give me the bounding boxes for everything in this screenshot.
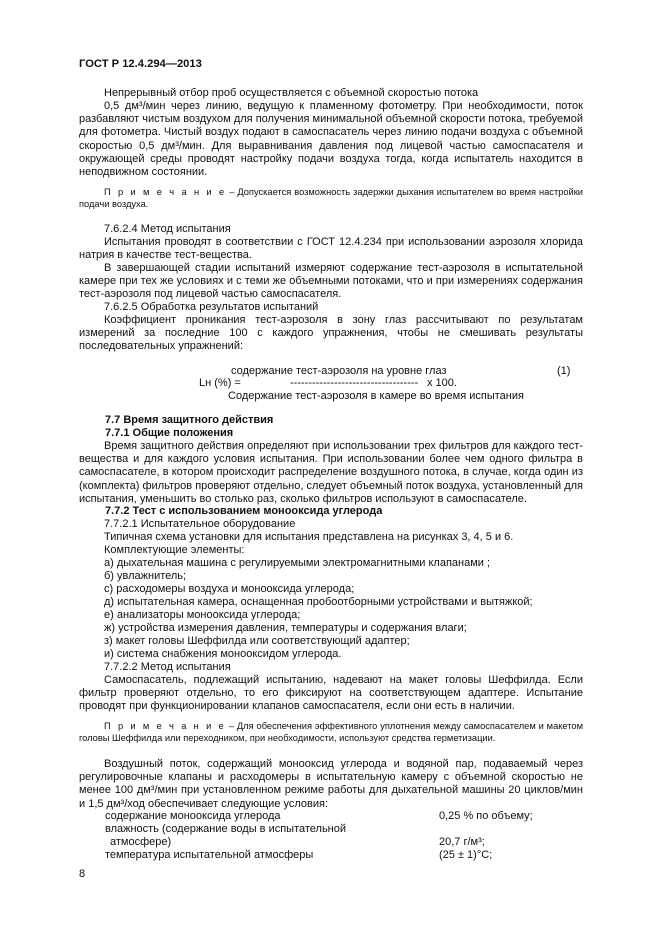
condition-label: влажность (содержание воды в испытательной bbox=[105, 823, 347, 835]
formula-numerator: содержание тест-аэрозоля на уровне глаз bbox=[231, 365, 447, 377]
note-1-text: – Допускается возможность задержки дыхания испытателем во время настройки подачи воздуха. bbox=[79, 187, 583, 209]
formula-number: (1) bbox=[557, 365, 571, 377]
heading-7-7: 7.7 Время защитного действия bbox=[105, 414, 274, 426]
condition-value: (25 ± 1)°С; bbox=[439, 849, 493, 861]
heading-7-7-2-1: 7.7.2.1 Испытательное оборудование bbox=[104, 518, 296, 530]
list-item: ж) устройства измерения давления, температуры и содержания влаги; bbox=[104, 622, 467, 634]
paragraph-test-method: Испытания проводят в соответствии с ГОСТ 12.4.234 при использовании аэрозоля хлорида натрия в качестве тест-вещества. bbox=[79, 236, 583, 262]
list-item: с) расходомеры воздуха и монооксида углерода; bbox=[104, 583, 355, 595]
list-item: б) увлажнитель; bbox=[104, 570, 187, 582]
condition-value: 20,7 г/м³; bbox=[439, 836, 485, 848]
heading-7-6-2-4: 7.6.2.4 Метод испытания bbox=[104, 223, 231, 235]
formula-fraction-line: ----------------------------------- bbox=[290, 377, 419, 389]
condition-label: содержание монооксида углерода bbox=[105, 810, 281, 822]
paragraph-scheme: Типичная схема установки для испытания представлена на рисунках 3, 4, 5 и 6. bbox=[104, 531, 514, 543]
paragraph-penetration: Коэффициент проникания тест-аэрозоля в зону глаз рассчитывают по результатам измерений за последние 100 с каждого упражнения, чтобы не смешивать результаты последовательных упражнений: bbox=[79, 314, 583, 353]
paragraph-components: Комплектующие элементы: bbox=[104, 544, 245, 556]
note-2-label: П р и м е ч а н и е bbox=[104, 721, 226, 731]
heading-7-6-2-5: 7.6.2.5 Обработка результатов испытаний bbox=[104, 301, 319, 313]
document-header: ГОСТ Р 12.4.294—2013 bbox=[79, 58, 202, 70]
page-number: 8 bbox=[79, 868, 86, 880]
formula-lhs: Lн (%) = bbox=[199, 377, 241, 389]
heading-7-7-1: 7.7.1 Общие положения bbox=[105, 427, 234, 439]
note-1-label: П р и м е ч а н и е bbox=[104, 187, 227, 197]
paragraph-flow-details: 0,5 дм³/мин через линию, ведущую к пламенному фотометру. При необходимости, поток разбавляют чистым воздухом для получения минимальной объемной скорости потока, требуемой для фотометра. Чистый воздух подают в самоспасатель через линию подачи воздуха с объемной скоростью 0,5 дм³/мин. Для выравнивания давления под лицевой частью самоспасателя и окружающей среды проводят настройку подачи воздуха тогда, когда испытатель находится в неподвижном состоянии. bbox=[79, 100, 583, 179]
note-2-text: – Для обеспечения эффективного уплотнения между самоспасателем и макетом головы Шеффилда или переходником, при необходимости, используют средства герметизации. bbox=[79, 721, 583, 743]
list-item: а) дыхательная машина с регулируемыми электромагнитными клапанами ; bbox=[104, 557, 491, 569]
condition-value: 0,25 % по объему; bbox=[439, 810, 533, 822]
condition-label: атмосфере) bbox=[110, 836, 172, 848]
paragraph-airflow: Воздушный поток, содержащий монооксид углерода и водяной пар, подаваемый через регулировочные клапаны и расходомеры в испытательную камеру с объемной скоростью не менее 100 дм³/мин при установленном режиме работы для дыхательной машины 20 циклов/мин и 1,5 дм³/ход обеспечивает следующие условия: bbox=[79, 758, 583, 810]
paragraph-protective-time: Время защитного действия определяют при использовании трех фильтров для каждого тест-вещества и для каждого условия испытания. При использовании более чем одного фильтра в самоспасателе, в котором происходит распределение воздушного потока, в случае, когда один из (комплекта) фильтров проверяют отдельно, следует объемный поток воздуха, установленный для испытания, уменьшить во столько раз, сколько фильтров используют в самоспасателе. bbox=[79, 440, 583, 505]
condition-label: температура испытательной атмосферы bbox=[105, 849, 314, 861]
list-item: з) макет головы Шеффилда или соответствующий адаптер; bbox=[104, 635, 410, 647]
heading-7-7-2-2: 7.7.2.2 Метод испытания bbox=[104, 661, 231, 673]
list-item: и) система снабжения монооксидом углерода. bbox=[104, 648, 342, 660]
paragraph-final-stage: В завершающей стадии испытаний измеряют содержание тест-аэрозоля в испытательной камере при тех же условиях и с теми же объемными потоками, что и при измерениях содержания тест-аэрозоля под лицевой частью самоспасателя. bbox=[79, 262, 583, 301]
paragraph-sheffield: Самоспасатель, подлежащий испытанию, надевают на макет головы Шеффилда. Если фильтр проверяют отдельно, то его фиксируют на соответствующем адаптере. Испытание проводят при функционировании клапанов самоспасателя, если они есть в наличии. bbox=[79, 674, 583, 713]
note-1 bbox=[79, 187, 583, 210]
note-2 bbox=[79, 721, 583, 744]
formula-denominator: Содержание тест-аэрозоля в камере во время испытания bbox=[228, 390, 524, 402]
paragraph-flow-intro: Непрерывный отбор проб осуществляется с объемной скоростью потока bbox=[104, 87, 479, 99]
list-item: д) испытательная камера, оснащенная пробоотборными устройствами и вытяжкой; bbox=[104, 596, 533, 608]
formula-multiplier: x 100. bbox=[427, 377, 457, 389]
heading-7-7-2: 7.7.2 Тест с использованием монооксида углерода bbox=[105, 505, 383, 517]
list-item: е) анализаторы монооксида углерода; bbox=[104, 609, 301, 621]
